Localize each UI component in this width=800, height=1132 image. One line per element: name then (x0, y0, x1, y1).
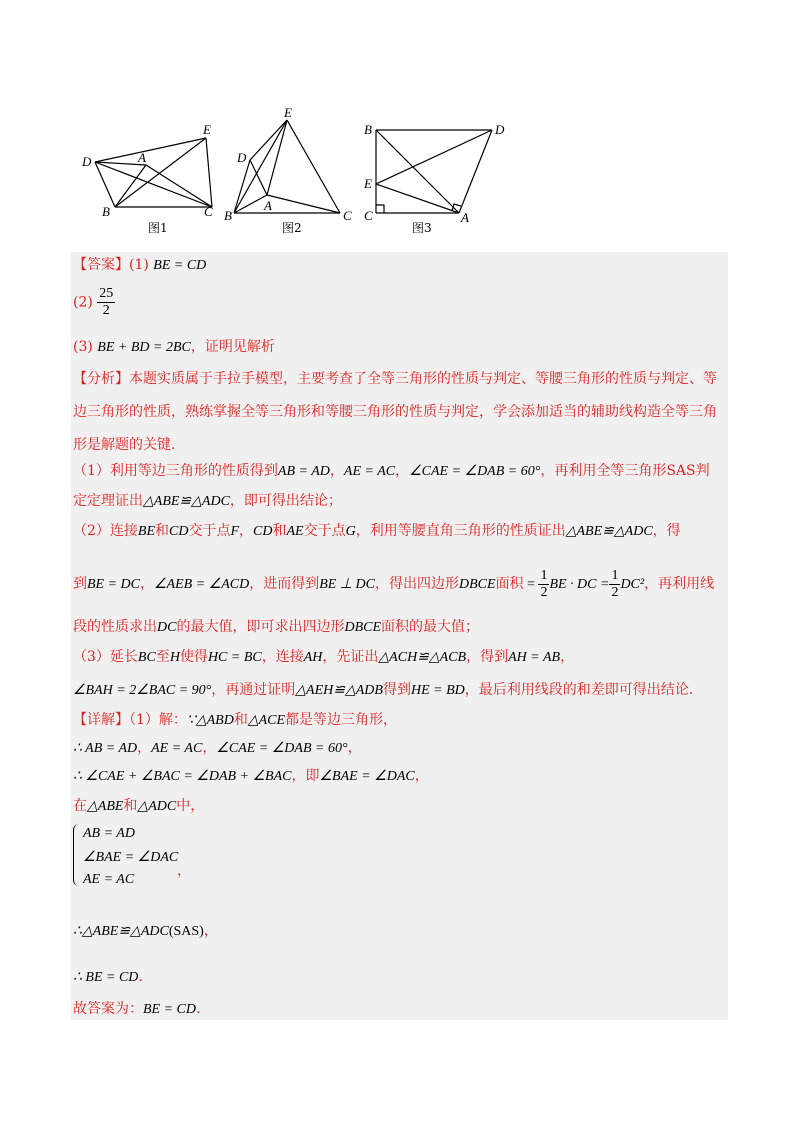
fig3-label-c: C (364, 208, 373, 223)
figure-3 (362, 100, 522, 240)
d2m1: ∴ AB = AD (73, 741, 138, 756)
s1d: ，即可得出结论； (229, 493, 342, 509)
s3d: ，连接 (261, 649, 304, 665)
s3m1: BC (137, 650, 156, 665)
detail-line-7: 故答案为：BE = CD. (73, 1001, 201, 1017)
answer-p1: BE = CD (153, 258, 207, 273)
analysis-step2-line-2: 到BE = DC，∠AEB = ∠ACD，进而得到BE ⊥ DC，得出四边形DBCE面积 = $\frac{1}{2}$ BE · DC = $\frac{1}{2}$ DC²，再利用线 (73, 567, 715, 600)
detail-line-4 (73, 797, 204, 816)
analysis-line-2 (73, 403, 717, 421)
s3m6: AH = AB (508, 650, 561, 665)
fig1-caption: 图1 (148, 221, 168, 235)
fig1-label-b: B (102, 204, 110, 219)
fig2-label-b: B (224, 208, 232, 223)
answer-p3-num: (3) (73, 339, 93, 355)
analysis-step1-line-2 (73, 492, 342, 511)
system-brace (73, 824, 80, 886)
s2f: ，利用等腰直角三角形的性质证出 (355, 523, 566, 539)
analysis-step2-line-1: （2）连接BE和CD交于点F，CD和AE交于点G，利用等腰直角三角形的性质证出△ABE≌△ADC，得 (73, 523, 681, 539)
answer-p2-numerator: 25 (99, 286, 114, 301)
s3b: 至 (155, 649, 170, 665)
s1m3: ∠CAE = ∠DAB = 60° (409, 464, 541, 479)
answer-p2-num: (2) (73, 294, 93, 311)
s2m1: BE (137, 524, 156, 539)
d6m: ∴ BE = CD (73, 970, 139, 985)
s2-half-1-den: 2 (540, 584, 548, 600)
fig2-label-a: A (264, 198, 272, 213)
d1b: 和 (233, 712, 248, 728)
s3e: ，先证出 (322, 649, 379, 665)
s2d: 和 (272, 523, 287, 539)
s2m4: CD (253, 524, 273, 539)
fig2-caption: 图2 (282, 221, 302, 235)
analysis-step1-line-1: （1）利用等边三角形的性质得到AB = AD，AE = AC，∠CAE = ∠DAB = 60°，再利用全等三角形SAS判 (73, 463, 710, 479)
s2c: 交于点 (188, 523, 231, 539)
s2-half-2-den: 2 (611, 584, 619, 600)
fig2-label-d: D (237, 150, 247, 165)
analysis-text-1: 本题实质属于手拉手模型，主要考查了全等三角形的性质与判定、等腰三角形的性质与判定、等 (129, 371, 717, 387)
d1m2: △ACE (247, 713, 286, 728)
s1m1: AB = AD (277, 464, 330, 479)
s2l: ，再利用线 (644, 576, 715, 592)
s2m8: BE = DC (87, 577, 140, 592)
s2m14: DC (157, 620, 177, 635)
s3i: ，最后利用线段的和差即可得出结论. (464, 682, 694, 698)
s2j: ，得出四边形 (374, 576, 459, 592)
analysis-line-3 (73, 436, 175, 454)
s3m8: △AEH≌△ADB (295, 683, 383, 698)
s2-half-1 (538, 568, 549, 601)
s1b: ，再利用全等三角形SAS判 (540, 463, 710, 479)
s2b: 和 (155, 523, 170, 539)
answer-line-2 (73, 286, 115, 322)
s3m5: △ACH≌△ACB (378, 650, 467, 665)
analysis-step2-line-3 (73, 618, 479, 637)
fig3-label-a: A (461, 210, 469, 225)
s3a: （3）延长 (73, 649, 138, 665)
answer-p3: BE + BD = 2BC (97, 340, 191, 355)
s2m15: DBCE (344, 620, 382, 635)
d3m1: ∴ ∠CAE + ∠BAC = ∠DAB + ∠BAC (73, 769, 292, 784)
d1c: 都是等边三角形， (285, 712, 398, 728)
s2m10: BE ⊥ DC (319, 577, 375, 592)
s2m9: ∠AEB = ∠ACD (154, 577, 250, 592)
system-row-2: ∠BAE = ∠DAC (83, 850, 179, 865)
s2-half-2 (609, 568, 620, 601)
analysis-text-3: 形是解题的关键. (73, 437, 176, 453)
s1c: 定定理证出 (73, 493, 143, 509)
s2g: ，得 (652, 523, 681, 539)
d3m2: ∠BAE = ∠DAC (319, 769, 415, 784)
fig3-label-b: B (364, 122, 372, 137)
system-comma: ， (177, 864, 191, 879)
fig3-label-e: E (364, 176, 372, 191)
d7a: 故答案为： (73, 1001, 143, 1017)
s2m12: BE · DC = (549, 577, 610, 592)
system-row-1: AB = AD (83, 826, 135, 841)
s1m4: △ABE≌△ADC (143, 494, 230, 509)
analysis-step3-line-1: （3）延长BC至H使得HC = BC，连接AH，先证出△ACH≌△ACB，得到AH = AB， (73, 649, 575, 665)
s2m2: CD (169, 524, 189, 539)
s2m7: △ABE≌△ADC (565, 524, 653, 539)
d4a: 在 (73, 798, 87, 814)
fig2-label-e: E (284, 105, 292, 120)
detail-line-1 (73, 711, 397, 730)
d5m: ∴△ABE≌△ADC (73, 924, 169, 939)
detail-line-5: ∴△ABE≌△ADC(SAS)， (73, 923, 218, 939)
answer-label: 【答案】 (73, 257, 129, 273)
answer-line-3 (73, 338, 275, 357)
s3m7: ∠BAH = 2∠BAC = 90° (73, 683, 212, 698)
fig1-label-a: A (138, 150, 146, 165)
analysis-step3-line-2 (73, 681, 693, 700)
s2e: 交于点 (303, 523, 346, 539)
s2m5: AE (286, 524, 304, 539)
detail-line-6: ∴ BE = CD. (73, 969, 143, 985)
s2-half-2-num: 1 (611, 567, 619, 583)
fig1-label-d: D (82, 154, 92, 169)
d4c: 中， (176, 798, 205, 814)
detail-label: 【详解】 (73, 712, 129, 728)
d5s: (SAS) (168, 924, 204, 939)
figure-2 (222, 100, 372, 240)
s2-half-1-num: 1 (540, 567, 548, 583)
figures-row (70, 100, 530, 250)
answer-p2-denominator: 2 (102, 303, 110, 318)
d7m: BE = CD (143, 1002, 196, 1017)
s3m3: HC = BC (207, 650, 262, 665)
s2h: 到 (73, 576, 87, 592)
s2i: ，进而得到 (249, 576, 320, 592)
d2m3: ∠CAE = ∠DAB = 60° (216, 741, 348, 756)
s3g: ，再通过证明 (211, 682, 296, 698)
s3m9: HE = BD (410, 683, 465, 698)
figure-1-lines (95, 138, 212, 207)
s2m3: F (230, 524, 240, 539)
s2k: 面积 (495, 576, 524, 592)
detail-line-2: ∴ AB = AD，AE = AC，∠CAE = ∠DAB = 60°， (73, 740, 362, 756)
answer-p2-fraction (97, 286, 115, 319)
figure-2-lines (234, 120, 340, 213)
figure-3-lines (376, 130, 492, 213)
answer-p1-num: (1) (129, 257, 149, 273)
s2m11: DBCE (458, 577, 496, 592)
system-row-3: AE = AC (83, 872, 135, 887)
fig2-label-c: C (343, 208, 352, 223)
answer-line-1 (73, 256, 206, 275)
s3c: 使得 (179, 649, 208, 665)
figure-1 (70, 100, 230, 240)
s2o: 的最大值，即可求出四边形 (176, 619, 345, 635)
s2a: （2）连接 (73, 523, 138, 539)
fig1-label-c: C (204, 204, 213, 219)
analysis-line-1 (73, 370, 717, 388)
s2m6: G (345, 524, 356, 539)
d2m2: AE = AC (151, 741, 203, 756)
d4m2: △ADC (137, 799, 177, 814)
analysis-label: 【分析】 (73, 371, 129, 387)
s3h: 得到 (382, 682, 411, 698)
analysis-text-2: 边三角形的性质，熟练掌握全等三角形和等腰三角形的性质与判定，学会添加适当的辅助线构造全等三角 (73, 404, 717, 420)
fig3-label-d: D (495, 122, 505, 137)
fig1-label-e: E (203, 122, 211, 137)
s2n: 段的性质求出 (73, 619, 157, 635)
s1m2: AE = AC (343, 464, 396, 479)
answer-p3-tail: ，证明见解析 (190, 339, 275, 355)
d3a: ，即 (291, 768, 320, 784)
d1m1: ∵△ABD (186, 713, 234, 728)
d4m1: △ABE (87, 799, 124, 814)
s3f: ，得到 (466, 649, 509, 665)
s1a: （1）利用等边三角形的性质得到 (73, 463, 278, 479)
s3m4: AH (303, 650, 323, 665)
fig3-caption: 图3 (412, 221, 432, 235)
d4b: 和 (123, 798, 138, 814)
d1a: （1）解： (129, 712, 187, 728)
s3m2: H (169, 650, 180, 665)
detail-line-3: ∴ ∠CAE + ∠BAC = ∠DAB + ∠BAC，即∠BAE = ∠DAC， (73, 768, 429, 784)
s2p: 面积的最大值； (381, 619, 480, 635)
s2m13: DC² (620, 577, 645, 592)
